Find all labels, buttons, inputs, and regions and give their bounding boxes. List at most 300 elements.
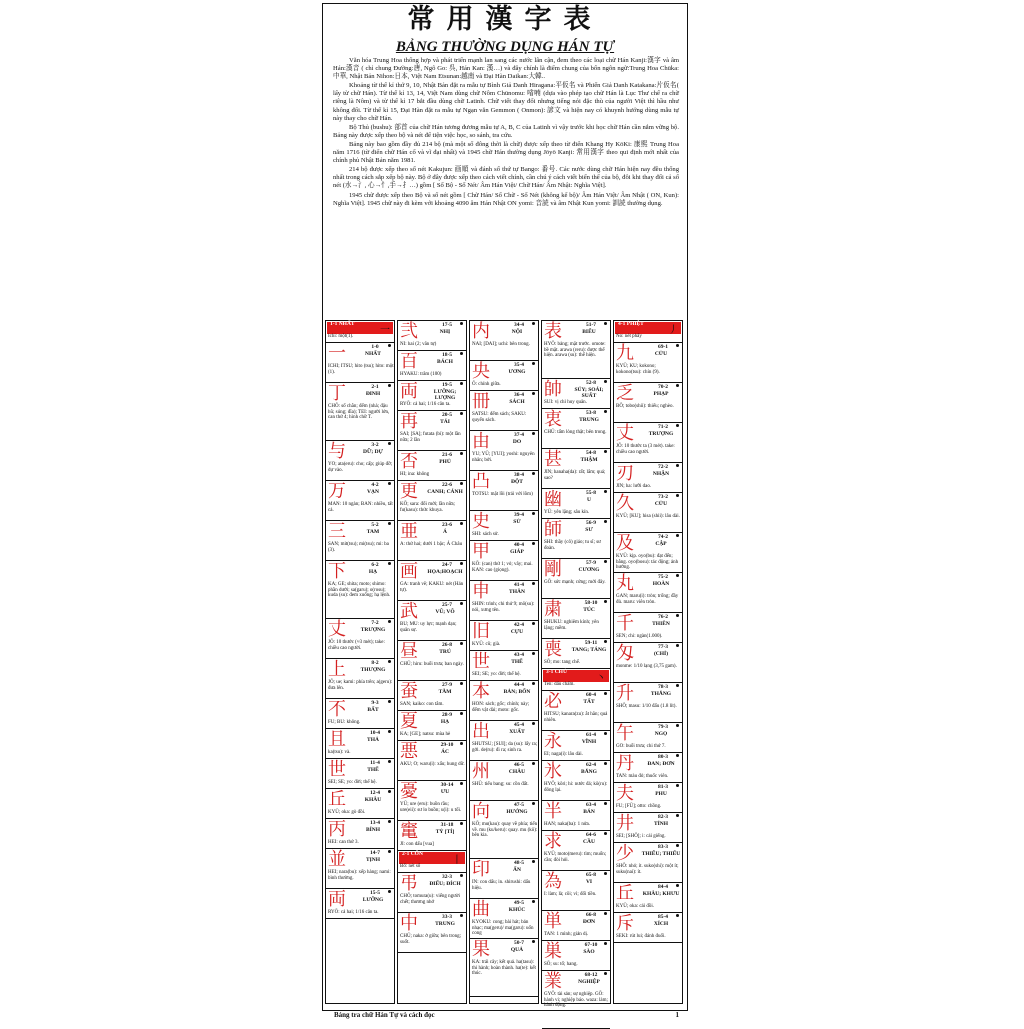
han-viet-reading: NHỊ (439, 329, 451, 335)
bullet-dot-icon (388, 442, 391, 445)
kanji-entry (398, 481, 466, 521)
kanji-number: 51-7 (585, 322, 597, 328)
kanji-entry (398, 913, 466, 953)
kanji-meaning: HEI: can thứ 3. (328, 840, 359, 845)
kanji-number: 5-2 (371, 522, 379, 528)
kanji-entry (542, 489, 610, 519)
han-viet-reading: PHẠP (653, 391, 669, 397)
kanji-entry (326, 659, 394, 699)
kanji-entry (398, 781, 466, 821)
han-viet-reading: KHÂU (364, 797, 382, 803)
han-viet-reading: CẬP (655, 541, 667, 547)
radical-meaning: Ichi: một(1). (328, 334, 354, 339)
bullet-dot-icon (388, 660, 391, 663)
bullet-dot-icon (460, 482, 463, 485)
kanji-number: 10-4 (369, 730, 381, 736)
kanji-column-4 (541, 320, 611, 1009)
kanji-meaning: SHIN: trình; chi thứ 9; mō(su): nói, xưng tên. (472, 602, 535, 613)
kanji-entry (542, 321, 610, 379)
kanji-entry (326, 441, 394, 481)
han-viet-reading: CHÂU (508, 769, 526, 775)
bullet-dot-icon (460, 914, 463, 917)
kanji-number: 34-4 (513, 322, 525, 328)
kanji-meaning: SHŌ: nhỏ; ít. suko(shi): một ít; suku(nai): ít. (616, 864, 679, 875)
han-viet-reading: BIỂU (582, 329, 596, 335)
radical-header (542, 669, 610, 691)
kanji-entry (614, 913, 682, 943)
bullet-dot-icon (532, 940, 535, 943)
kanji-character: 与 (328, 441, 346, 462)
kanji-number: 75-2 (657, 574, 669, 580)
kanji-number: 69-1 (657, 344, 669, 350)
bullet-dot-icon (604, 322, 607, 325)
kanji-number: 24-7 (441, 562, 453, 568)
bullet-dot-icon (676, 424, 679, 427)
kanji-entry (398, 601, 466, 641)
han-viet-reading: HƯỚNG (506, 809, 528, 815)
kanji-entry (614, 573, 682, 613)
kanji-character: 帥 (544, 379, 562, 400)
han-viet-reading: (CHỈ) (653, 651, 669, 657)
bullet-dot-icon (604, 802, 607, 805)
kanji-entry (614, 533, 682, 573)
han-viet-reading: PHU (655, 791, 667, 797)
kanji-number: 38-4 (513, 472, 525, 478)
kanji-character: 並 (328, 849, 346, 870)
han-viet-reading: THẾ (367, 767, 379, 773)
kanji-number: 11-4 (370, 760, 380, 766)
kanji-meaning: KŌ; mu(kau): quay về phía; tiến về. mu (ku/keru): quay. mu (kō): bên kia. (472, 822, 538, 839)
han-viet-reading: KHÂU; KHƯU (642, 891, 680, 897)
bullet-dot-icon (532, 472, 535, 475)
kanji-character: 表 (544, 321, 562, 342)
radical-meaning: No: nét phẩy (616, 334, 642, 339)
kanji-entry (398, 521, 466, 561)
kanji-character: 悪 (400, 741, 418, 762)
kanji-entry (542, 801, 610, 831)
kanji-entry (542, 941, 610, 971)
kanji-meaning: JIN; ha: lưỡi dao. (616, 484, 652, 489)
han-viet-reading: ƯU (440, 789, 450, 795)
kanji-number: 49-5 (513, 900, 525, 906)
han-viet-reading: NHẬN (652, 471, 670, 477)
kanji-meaning: SŌ; mo: tang chế. (544, 660, 581, 665)
kanji-entry (542, 409, 610, 449)
kanji-entry (398, 381, 466, 411)
kanji-entry (542, 831, 610, 871)
kanji-number: 59-11 (584, 640, 598, 646)
han-viet-reading: ĐINH (365, 391, 381, 397)
kanji-number: 84-4 (657, 884, 669, 890)
kanji-number: 83-3 (657, 844, 669, 850)
kanji-entry (470, 361, 538, 391)
kanji-number: 2-1 (371, 384, 379, 390)
han-viet-reading: TRUNG (435, 921, 455, 927)
han-viet-reading: ƯƠNG (508, 369, 526, 375)
han-viet-reading: ĐIẾU; ĐÍCH (429, 881, 461, 887)
kanji-number: 70-2 (657, 384, 669, 390)
kanji-number: 17-5 (441, 322, 453, 328)
intro-paragraph: 1945 chữ được xếp theo Bộ và số nét gồm [ Chữ Hán/ Số Chữ - Số Nét (không kể bộ)/ Âm Hán Việt/ Âm Nhật ( ON, Kun): Nghĩa Việt]. 1945 chữ này đi kèm với khoảng 4090 âm Hán Nhật ON yomi: 音読 và âm Nhật Kun yomi: 訓読 thường dụng. (333, 191, 679, 207)
kanji-entry (326, 521, 394, 561)
kanji-character: 丙 (328, 819, 346, 840)
kanji-entry (542, 761, 610, 801)
bullet-dot-icon (388, 482, 391, 485)
kanji-entry (614, 753, 682, 783)
kanji-entry (614, 423, 682, 463)
kanji-number: 13-4 (369, 820, 381, 826)
kanji-number: 67-10 (584, 942, 598, 948)
kanji-meaning: SAN; mit(tsu); mi(tsu); mi: ba (3). (328, 542, 389, 553)
kanji-meaning: KYŪ; [KU]; hisa (shii): lâu dài. (616, 514, 680, 519)
bullet-dot-icon (676, 684, 679, 687)
kanji-meaning: HEI; nara(bu): xếp hàng; nami: bình thường. (328, 870, 391, 881)
intro-paragraph: 214 bộ được xếp theo số nét Kakujun: 画順 và đánh số thứ tự Bango: 番号. Các nước dùng chữ Hán hiện nay đều thống nhất trong cách sắp xếp bộ này. Bộ ở đây được xếp theo cách viết chính, cần chú ý cách viết biến thể của bộ, đôi khi thay đổi cả số nét (水→氵, 心→忄,手→扌…) gồm [ Số Bộ - Số Nét/ Âm Hán Việt/ Chữ Hán/ Âm Nhật: Nghĩa Việt]. (333, 166, 679, 190)
kanji-character: 一 (328, 343, 346, 364)
radical-glyph: 丿 (668, 325, 678, 336)
kanji-character: 由 (472, 431, 490, 452)
kanji-meaning: SHŪ: tiểu bang; su: cồn đất. (472, 782, 529, 787)
kanji-character: 三 (328, 521, 346, 542)
han-viet-reading: CỰU (510, 629, 524, 635)
kanji-meaning: HI; ina: không (400, 472, 430, 477)
kanji-number: 60-4 (585, 692, 597, 698)
kanji-entry (326, 759, 394, 789)
kanji-number: 29-10 (440, 742, 454, 748)
bullet-dot-icon (604, 410, 607, 413)
kanji-entry (470, 939, 538, 997)
kanji-meaning: KŌ; sara: đổi mới; lần nữa; fu(kasu): thức khuya. (400, 502, 455, 513)
han-viet-reading: ĐỘT (511, 479, 523, 485)
kanji-entry (542, 911, 610, 941)
kanji-number: 21-6 (441, 452, 453, 458)
bullet-dot-icon (388, 620, 391, 623)
bullet-dot-icon (460, 712, 463, 715)
kanji-entry (326, 619, 394, 659)
han-viet-reading: NGHIỆP (578, 979, 600, 985)
bullet-dot-icon (388, 790, 391, 793)
kanji-number: 50-7 (513, 940, 525, 946)
bullet-dot-icon (604, 380, 607, 383)
han-viet-reading: BẤT (367, 707, 379, 713)
kanji-character: 蚕 (400, 681, 418, 702)
kanji-entry (398, 873, 466, 913)
kanji-entry (470, 431, 538, 471)
kanji-character: 久 (616, 493, 634, 514)
intro-paragraph: Văn hóa Trung Hoa thống hợp và phát triển mạnh lan sang các nước lân cận, đem theo các loại chữ Hán Kanji:漢字 và âm Hán:漢音 ( chỉ chung Đường:唐, Ngô Go: 呉, Hán Kan: 漢…) và đây chính là điểm chung của bốn ngôn ngữ:Trung Hoa Chūka: 中華, Nhật Bản Nihon:日本, Việt Nam Etsunan:越南 và Đại Hàn Daikan:大韓.. (333, 57, 679, 81)
kanji-meaning: I: làm; là; cõi; vì; đối tiền. (544, 892, 597, 897)
kanji-character: 向 (472, 801, 490, 822)
kanji-character: 果 (472, 939, 490, 960)
kanji-number: 41-4 (513, 582, 525, 588)
kanji-character: 否 (400, 451, 418, 472)
kanji-character: 為 (544, 871, 562, 892)
kanji-meaning: SHI: sách sử. (472, 532, 499, 537)
han-viet-reading: THIÊN (652, 621, 670, 627)
kanji-character: 下 (328, 561, 346, 582)
kanji-number: 65-8 (585, 872, 597, 878)
kanji-character: 千 (616, 613, 634, 634)
kanji-meaning: YŪ: yên lặng; sâu kín. (544, 510, 590, 515)
han-viet-reading: TAM (366, 529, 380, 535)
han-viet-reading: THẬM (580, 457, 598, 463)
kanji-character: 再 (400, 411, 418, 432)
kanji-number: 46-5 (513, 762, 525, 768)
han-viet-reading: TÁI (440, 419, 450, 425)
kanji-character: 凸 (472, 471, 490, 492)
kanji-number: 61-4 (585, 732, 597, 738)
han-viet-reading: Á (443, 529, 447, 535)
han-viet-reading: QUẢ (510, 947, 524, 953)
kanji-meaning: MAN: 10 ngàn; BAN: nhiều, tất cả. (328, 502, 393, 513)
han-viet-reading: HOÀN (652, 581, 670, 587)
han-viet-reading: THƯỢNG (360, 667, 386, 673)
kanji-entry (542, 599, 610, 639)
document-page (322, 0, 688, 1024)
kanji-character: 永 (544, 731, 562, 752)
kanji-meaning: TAN: 1 mình; giản dị. (544, 932, 589, 937)
kanji-character: 丈 (328, 619, 346, 640)
kanji-number: 14-7 (369, 850, 381, 856)
kanji-entry (542, 731, 610, 761)
kanji-meaning: NAI; [DAI]; uchi: bên trong. (472, 342, 530, 347)
kanji-meaning: Ō: chính giữa. (472, 382, 501, 387)
han-viet-reading: TRƯỢNG (360, 627, 386, 633)
kanji-number: 9-3 (371, 700, 379, 706)
kanji-character: 史 (472, 511, 490, 532)
kanji-meaning: JIN; hanaha(da): rất; lắm; quá; sao? (544, 470, 606, 481)
kanji-character: 画 (400, 561, 418, 582)
han-viet-reading: THÂN (509, 589, 525, 595)
kanji-character: 夫 (616, 783, 634, 804)
bullet-dot-icon (460, 782, 463, 785)
han-viet-reading: CỬU (654, 501, 668, 507)
kanji-character: 甲 (472, 541, 490, 562)
kanji-meaning: TAN: màu đỏ; thuốc viên. (616, 774, 669, 779)
radical-header (326, 321, 394, 343)
kanji-character: 丹 (616, 753, 634, 774)
kanji-character: 氷 (544, 761, 562, 782)
bullet-dot-icon (604, 872, 607, 875)
han-viet-reading: PHỦ (439, 459, 451, 465)
kanji-character: 弔 (400, 873, 418, 894)
kanji-character: 竃 (400, 821, 418, 842)
kanji-character: 亜 (400, 521, 418, 542)
kanji-number: 3-2 (371, 442, 379, 448)
kanji-entry (614, 813, 682, 843)
han-viet-reading: DỮ; DỰ (363, 449, 383, 455)
kanji-number: 71-2 (657, 424, 669, 430)
han-viet-reading: BÍNH (365, 827, 381, 833)
kanji-character: 升 (616, 683, 634, 704)
kanji-number: 76-2 (657, 614, 669, 620)
bullet-dot-icon (604, 490, 607, 493)
kanji-number: 18-5 (441, 352, 453, 358)
bullet-dot-icon (388, 384, 391, 387)
bullet-dot-icon (532, 322, 535, 325)
kanji-entry (398, 451, 466, 481)
kanji-character: 師 (544, 519, 562, 540)
radical-meaning: Bổ: nét sổ (400, 864, 421, 869)
kanji-meaning: GA: tranh vẽ; KAKU: nét (Hán tự). (400, 582, 464, 593)
kanji-number: 78-3 (657, 684, 669, 690)
kanji-column-2 (397, 320, 467, 1004)
kanji-number: 56-9 (585, 520, 597, 526)
kanji-number: 82-3 (657, 814, 669, 820)
kanji-entry (614, 683, 682, 723)
kanji-character: 少 (616, 843, 634, 864)
kanji-entry (470, 581, 538, 621)
intro-text (333, 57, 679, 209)
kanji-entry (614, 383, 682, 423)
kanji-meaning: SHUKU: nghiêm kính; yên lặng; mềm. (544, 620, 599, 631)
kanji-meaning: RYŌ: cả hai; 1/16 cân ta. (400, 402, 451, 407)
bullet-dot-icon (532, 802, 535, 805)
kanji-character: 匁 (616, 643, 634, 664)
kanji-number: 25-7 (441, 602, 453, 608)
han-viet-reading: SỬ (513, 519, 521, 525)
han-viet-reading: THĂNG (650, 691, 672, 697)
kanji-meaning: BŌ; tobo(shii): thiếu; nghèo. (616, 404, 674, 409)
kanji-entry (398, 681, 466, 711)
kanji-number: 22-6 (441, 482, 453, 488)
kanji-meaning: HITSU; kanara(zu): ắt hẳn; quả nhiên. (544, 712, 608, 723)
bullet-dot-icon (388, 850, 391, 853)
kanji-entry (326, 383, 394, 441)
bullet-dot-icon (388, 522, 391, 525)
kanji-entry (398, 741, 466, 781)
kanji-entry (398, 711, 466, 741)
kanji-meaning: SEI; [SHŌ]; i: cái giếng. (616, 834, 666, 839)
kanji-number: 1-0 (371, 344, 379, 350)
kanji-character: 剛 (544, 559, 562, 580)
radical-header (614, 321, 682, 343)
kanji-character: 甚 (544, 449, 562, 470)
kanji-number: 36-4 (513, 392, 525, 398)
han-viet-reading: TỊNH (365, 857, 381, 863)
kanji-meaning: CHŌ; tomura(u): viếng người chết; thương nhớ (400, 894, 460, 905)
han-viet-reading: TRƯỢNG (648, 431, 674, 437)
footer-title: Bảng tra chữ Hán Tự và cách đọc (334, 1011, 435, 1019)
han-viet-reading: THẢ (367, 737, 379, 743)
kanji-meaning: SEI; SE; yo: đời; thế hệ. (328, 780, 377, 785)
bullet-dot-icon (604, 732, 607, 735)
kanji-number: 28-9 (441, 712, 453, 718)
kanji-meaning: TOTSU: mặt lồi (trái với lõm) (472, 492, 533, 497)
kanji-number: 74-2 (657, 534, 669, 540)
kanji-entry (326, 789, 394, 819)
bullet-dot-icon (532, 512, 535, 515)
kanji-character: 州 (472, 761, 490, 782)
han-viet-reading: TỶ [TÍ] (435, 829, 455, 835)
kanji-entry (470, 541, 538, 581)
bullet-dot-icon (604, 972, 607, 975)
han-viet-reading: THIỂU; THIẾU (641, 851, 681, 857)
han-viet-reading: VŨ; VÕ (435, 609, 455, 615)
han-viet-reading: TẰM (438, 689, 452, 695)
kanji-entry (326, 889, 394, 919)
kanji-number: 85-4 (657, 914, 669, 920)
kanji-entry (614, 843, 682, 883)
kanji-entry (326, 699, 394, 729)
kanji-meaning: HYŌ: bảng; mặt trước. omote: bề mặt. arawa (reru): được thể hiện. arawa (su): thể hiện. (544, 342, 606, 359)
kanji-character: 半 (544, 801, 562, 822)
bullet-dot-icon (532, 622, 535, 625)
kanji-character: 憂 (400, 781, 418, 802)
han-viet-reading: CẦU (583, 839, 595, 845)
bullet-dot-icon (532, 762, 535, 765)
kanji-number: 58-10 (584, 600, 598, 606)
kanji-meaning: HON: sách; gốc; chính; này; đếm vật dài; moto: gốc. (472, 702, 530, 713)
bullet-dot-icon (604, 560, 607, 563)
kanji-entry (470, 321, 538, 361)
radical-label: 1-1 NHẤT (327, 322, 393, 334)
kanji-meaning: SŌ; su: tổ; hang. (544, 962, 578, 967)
kanji-number: 45-4 (513, 722, 525, 728)
kanji-entry (614, 343, 682, 383)
han-viet-reading: ẤN (513, 867, 521, 873)
bullet-dot-icon (460, 602, 463, 605)
bullet-dot-icon (676, 914, 679, 917)
bullet-dot-icon (460, 682, 463, 685)
kanji-character: 更 (400, 481, 418, 502)
bullet-dot-icon (460, 322, 463, 325)
bullet-dot-icon (388, 562, 391, 565)
kanji-number: 15-5 (369, 890, 381, 896)
kanji-character: 武 (400, 601, 418, 622)
bullet-dot-icon (388, 730, 391, 733)
page-subtitle: BẢNG THƯỜNG DỤNG HÁN TỰ (395, 39, 615, 55)
kanji-number: 57-9 (585, 560, 597, 566)
kanji-entry (542, 691, 610, 731)
kanji-table (325, 320, 685, 1009)
bullet-dot-icon (388, 344, 391, 347)
kanji-meaning: ka(tsu): và. (328, 750, 351, 755)
kanji-character: 印 (472, 859, 490, 880)
kanji-number: 35-4 (513, 362, 525, 368)
bullet-dot-icon (460, 822, 463, 825)
bullet-dot-icon (460, 562, 463, 565)
han-viet-reading: ÁC (441, 749, 449, 755)
kanji-character: 曲 (472, 899, 490, 920)
kanji-number: 54-8 (585, 450, 597, 456)
kanji-character: 且 (328, 729, 346, 750)
bullet-dot-icon (532, 542, 535, 545)
kanji-number: 32-3 (441, 874, 453, 880)
han-viet-reading: TỈNH (653, 821, 669, 827)
page-footer (334, 1011, 679, 1020)
kanji-meaning: JŌ; ue; kami: phía trên; a(geru): đưa lên. (328, 680, 393, 691)
kanji-entry (542, 871, 610, 911)
kanji-number: 7-2 (371, 620, 379, 626)
kanji-character: 両 (328, 889, 346, 910)
bullet-dot-icon (604, 942, 607, 945)
kanji-entry (614, 723, 682, 753)
bullet-dot-icon (676, 494, 679, 497)
kanji-number: 27-9 (441, 682, 453, 688)
kanji-meaning: GAN; maru(i): tròn; trống; đầy đủ. maru: viên tròn. (616, 594, 679, 605)
kanji-character: 午 (616, 723, 634, 744)
kanji-entry (326, 819, 394, 849)
bullet-dot-icon (388, 760, 391, 763)
kanji-meaning: GYŌ: tài sản; sự nghiệp. GŌ: hành vi; nghiệp báo. waza: làm; hành động. (544, 992, 608, 1009)
intro-paragraph: Bảng này bao gồm đầy đủ 214 bộ (mà một số đông thời là chữ) được xếp theo từ điển Khang Hy KōKi: 康熙 Trung Hoa năm 1716 (từ điển chữ Hán cổ và vĩ đại nhất) và 1945 chữ Hán thường dụng Jōyō Kanji: 常用漢字 theo qui định mới nhất của chính phủ Nhật Bản năm 1981. (333, 140, 679, 165)
han-viet-reading: BÁN (583, 809, 595, 815)
kanji-meaning: YU; YŪ; [YUI]; yoshi: nguyên nhân; bởi. (472, 452, 535, 463)
bullet-dot-icon (604, 450, 607, 453)
kanji-character: 丁 (328, 383, 346, 404)
bullet-dot-icon (676, 814, 679, 817)
